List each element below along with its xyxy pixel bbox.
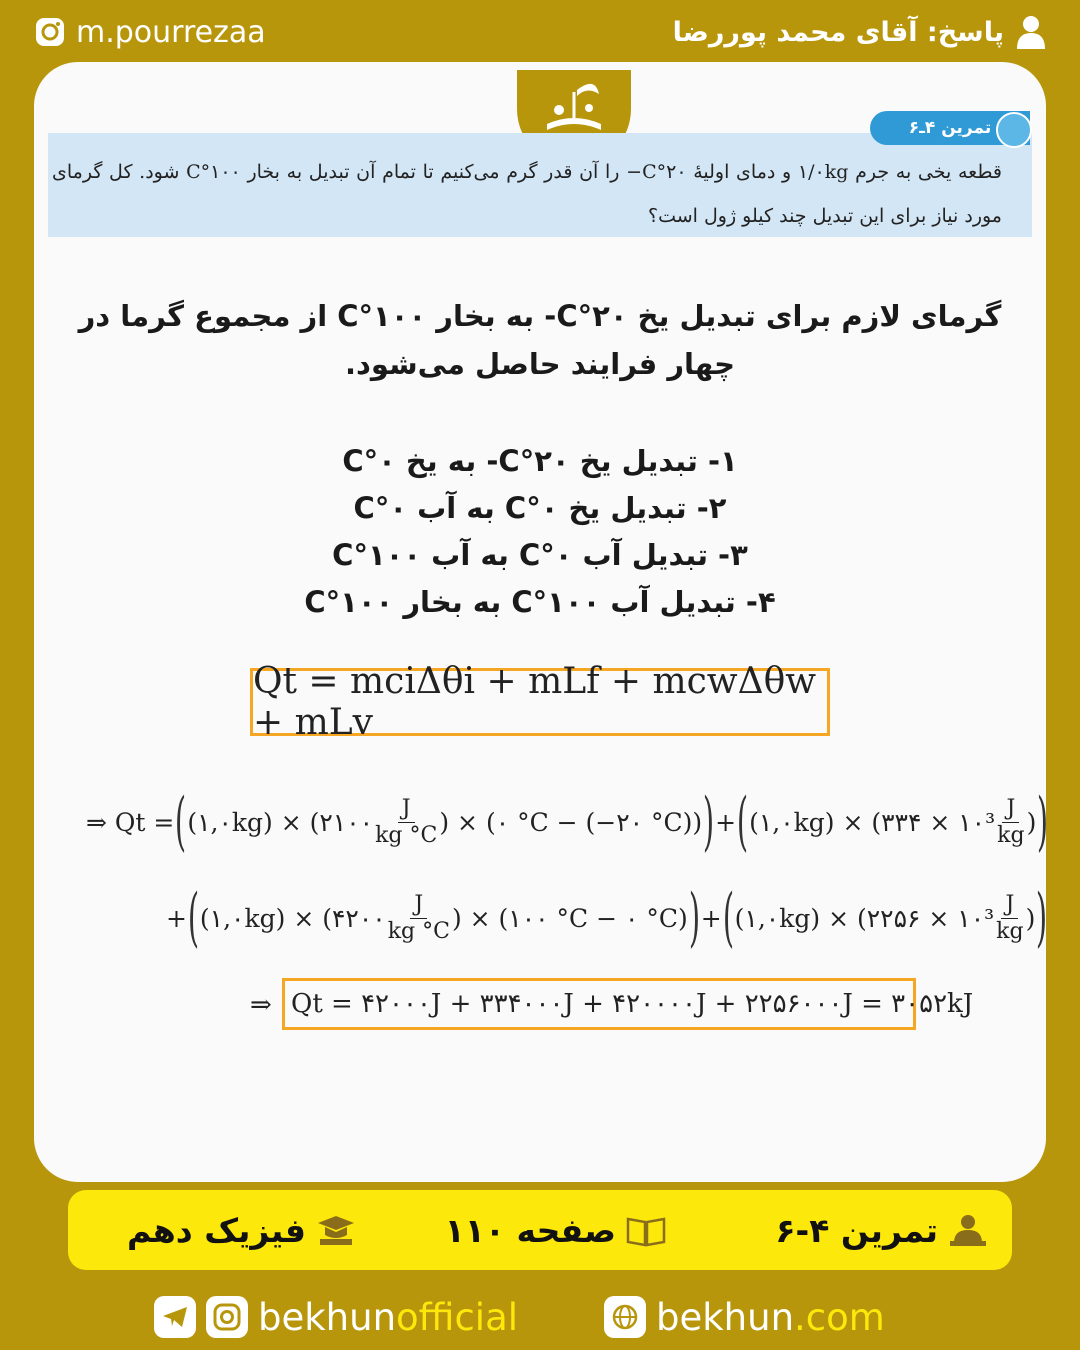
total-heat-formula: Qt = mciΔθi + mLf + mcwΔθw + mLv [250, 668, 830, 736]
answer-author [673, 12, 1046, 52]
unit-fraction [996, 892, 1023, 945]
calc-term: ) [1026, 807, 1037, 837]
unit-fraction [388, 892, 450, 945]
instagram-handle[interactable] [34, 12, 266, 52]
final-result: Qt = ۴۲۰۰۰J + ۳۳۴۰۰۰J + ۴۲۰۰۰۰J + ۲۲۵۶۰۰۰J = ۳۰۵۲kJ [282, 978, 916, 1030]
instagram-handle-text: m.pourrezaa [76, 14, 266, 50]
social-handle-accent: official [396, 1295, 519, 1339]
website-url [656, 1296, 885, 1339]
calc-term: (۱,۰kg) × (۲۲۵۶ × ۱۰³ [734, 903, 995, 933]
paren: ( [187, 881, 200, 955]
unit-denominator: kg °C [387, 918, 450, 944]
page-text: صفحه ۱۱۰ [444, 1210, 616, 1250]
answer-intro: گرمای لازم برای تبدیل یخ ۲۰°C- به بخار ۱۰۰°C از مجموع گرما در چهار فرایند حاصل می‌شود. [78, 299, 1002, 381]
plus: + [700, 903, 722, 933]
instagram-icon [34, 16, 66, 48]
social-handle [258, 1296, 518, 1339]
question-text: قطعه یخی به جرم ۱/۰kg و دمای اولیهٔ ۲۰°C− را آن قدر گرم می‌کنیم تا تمام آن تبدیل به بخار ۱۰۰°C شود. کل گرمای مورد نیاز برای این تبدیل چند کیلو ژول است؟ [52, 161, 1003, 227]
open-book-icon [626, 1213, 666, 1247]
calc-start: ⇒ Qt = [86, 807, 175, 837]
graduation-cap-icon [316, 1213, 356, 1247]
plus: + [715, 807, 737, 837]
unit-fraction [375, 796, 437, 849]
unit-numerator: J [1001, 892, 1018, 919]
instagram-icon [206, 1296, 248, 1338]
paren: ( [722, 881, 734, 955]
user-icon [1016, 15, 1046, 49]
calc-term: (۱,۰kg) × (۳۳۴ × ۱۰³ [749, 807, 996, 837]
book-text: فیزیک دهم [127, 1210, 306, 1250]
result-arrow: ⇒ [250, 990, 272, 1020]
calc-line-1 [86, 785, 1049, 859]
footer-website[interactable] [604, 1292, 885, 1342]
website-accent: .com [794, 1295, 885, 1339]
question-tag-dot [996, 112, 1032, 148]
unit-numerator: J [410, 892, 427, 919]
paren: ) [1036, 881, 1048, 955]
calc-line-2 [166, 881, 1048, 955]
paren: ) [688, 881, 700, 955]
answer-author-text: پاسخ: آقای محمد پوررضا [672, 16, 1004, 48]
exercise-label [775, 1190, 988, 1270]
social-handle-main: bekhun [258, 1295, 397, 1339]
unit-fraction [997, 796, 1024, 849]
process-steps [140, 438, 940, 626]
exercise-text: تمرین ۴-۶ [775, 1210, 938, 1250]
unit-denominator: kg [996, 918, 1024, 944]
plus: + [166, 903, 187, 933]
unit-denominator: kg °C [375, 822, 438, 848]
step-item: ۳- تبدیل آب ۰°C به آب ۱۰۰°C [332, 538, 748, 572]
paren: ( [736, 785, 749, 859]
calc-term: (۱,۰kg) × (۲۱۰۰ [187, 807, 374, 837]
step-item: ۱- تبدیل یخ ۲۰°C- به یخ ۰°C [342, 444, 738, 478]
paren: ( [175, 785, 187, 859]
unit-numerator: J [398, 796, 415, 823]
footer-social[interactable] [154, 1292, 518, 1342]
page-label [445, 1190, 666, 1270]
book-label [127, 1190, 356, 1270]
unit-numerator: J [1002, 796, 1019, 823]
paren: ) [1037, 785, 1049, 859]
calc-term: ) × (۱۰۰ °C − ۰ °C) [451, 903, 688, 933]
question-tag: تمرین ۴ـ۶ [870, 111, 1030, 145]
calc-term: ) × (۰ °C − (−۲۰ °C)) [439, 807, 703, 837]
unit-denominator: kg [997, 822, 1025, 848]
step-item: ۲- تبدیل یخ ۰°C به آب ۰°C [353, 491, 727, 525]
telegram-icon [154, 1296, 196, 1338]
info-bar [68, 1190, 1012, 1270]
calc-term: (۱,۰kg) × (۴۲۰۰ [199, 903, 386, 933]
calc-term: ) [1025, 903, 1036, 933]
step-item: ۴- تبدیل آب ۱۰۰°C به بخار ۱۰۰°C [304, 585, 776, 619]
paren: ) [703, 785, 715, 859]
teacher-icon [948, 1213, 988, 1247]
globe-icon [604, 1296, 646, 1338]
website-main: bekhun [656, 1295, 795, 1339]
